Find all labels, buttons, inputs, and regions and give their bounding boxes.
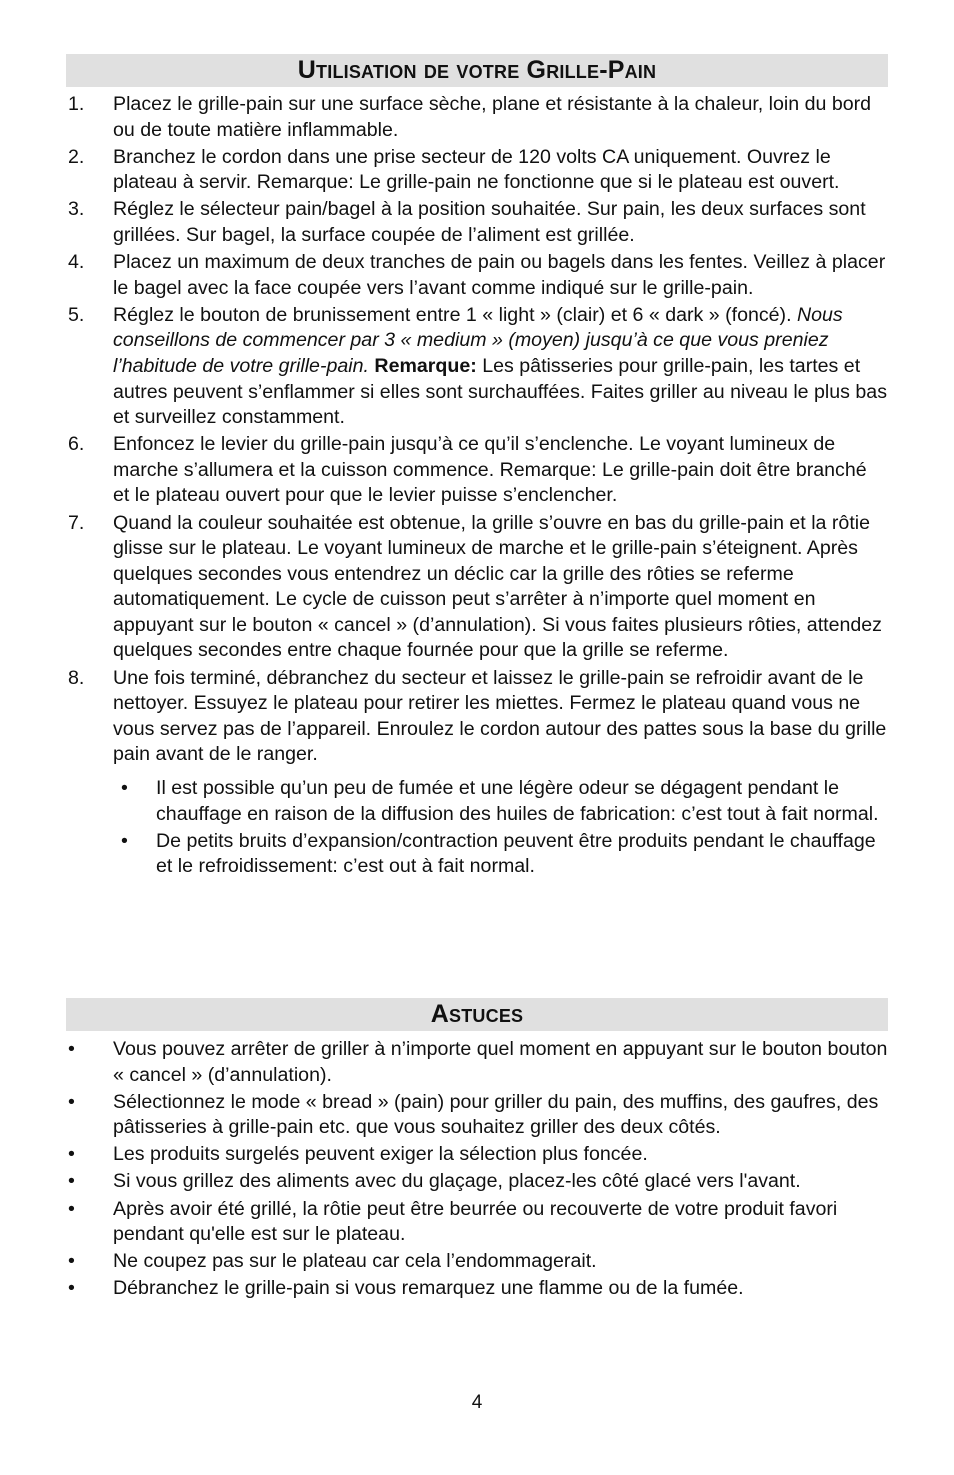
sub-bullet-text: Il est possible qu’un peu de fumée et une légère odeur se dégagent pendant le chauffage en raison de la diffusion des huiles de fabrication: c’est tout à fait normal. xyxy=(156,776,879,825)
tip-text: Ne coupez pas sur le plateau car cela l’endommagerait. xyxy=(113,1250,597,1273)
step-text-remark: Les pâtisseries pour grille-pain, les tartes et autres peuvent s’enflammer si elles sont surchauffées. Faites griller au niveau le plus bas et surveillez constamment. xyxy=(113,354,887,429)
sub-bullet-item xyxy=(66,776,888,827)
bullet-icon: • xyxy=(68,1277,75,1300)
step-number: 6. xyxy=(68,433,85,456)
step-text: Réglez le sélecteur pain/bagel à la position souhaitée. Sur pain, les deux surfaces sont grillées. Sur bagel, la surface coupée de l’aliment est grillée. xyxy=(113,198,866,246)
list-item xyxy=(66,92,888,143)
tip-text: Les produits surgelés peuvent exiger la sélection plus foncée. xyxy=(113,1143,648,1166)
tip-text: Débranchez le grille-pain si vous remarquez une flamme ou de la fumée. xyxy=(113,1277,744,1300)
step-number: 7. xyxy=(68,511,85,534)
list-item xyxy=(66,511,888,665)
list-item xyxy=(66,1090,888,1141)
step-text: Placez le grille-pain sur une surface sèche, plane et résistante à la chaleur, loin du bord ou de toute matière inflammable. xyxy=(113,93,872,141)
section-title-usage: Utilisation de votre Grille-Pain xyxy=(66,54,888,87)
list-item xyxy=(66,303,888,431)
list-item xyxy=(66,1276,888,1302)
step-number: 3. xyxy=(68,198,85,221)
bullet-icon: • xyxy=(68,1250,75,1273)
list-item xyxy=(66,432,888,509)
step-number: 8. xyxy=(68,666,85,689)
list-item xyxy=(66,666,888,768)
step-text: Enfoncez le levier du grille-pain jusqu’à ce qu’il s’enclenche. Le voyant lumineux de marche s’allumera et la cuisson commence. Remarque: Le grille-pain doit être branché et le plateau ouvert pour que le levier puisse s’enclencher. xyxy=(113,433,867,507)
section-title-tips: Astuces xyxy=(66,998,888,1031)
list-item xyxy=(66,250,888,301)
remark-label: Remarque: xyxy=(374,354,477,377)
steps-list xyxy=(66,92,888,881)
page-number: 4 xyxy=(471,1392,483,1413)
step-number: 4. xyxy=(68,251,85,274)
step-text: Une fois terminé, débranchez du secteur et laissez le grille-pain se refroidir avant de le nettoyer. Essuyez le plateau pour retirer les miettes. Fermez le plateau quand vous ne vous servez pas de l’appareil. Enroulez le cordon autour des pattes sous la base du grille pain avant de le ranger. xyxy=(113,666,887,766)
step-number: 2. xyxy=(68,145,85,168)
step-text: Réglez le bouton de brunissement entre 1 « light » (clair) et 6 « dark » (foncé). xyxy=(113,303,792,326)
sub-bullet-list xyxy=(66,776,888,880)
step-text: Branchez le cordon dans une prise secteur de 120 volts CA uniquement. Ouvrez le plateau à servir. Remarque: Le grille-pain ne fonctionne que si le plateau est ouvert. xyxy=(113,145,840,194)
bullet-icon: • xyxy=(68,1038,75,1060)
bullet-icon: • xyxy=(68,1090,75,1113)
list-item xyxy=(66,1169,888,1195)
tip-text: Vous pouvez arrêter de griller à n’importe quel moment en appuyant sur le bouton bouton « cancel » (d’annulation). xyxy=(113,1038,888,1086)
list-item xyxy=(66,145,888,196)
list-item xyxy=(66,1037,888,1088)
list-item xyxy=(66,1142,888,1168)
bullet-icon: • xyxy=(68,1143,75,1166)
list-item xyxy=(66,1249,888,1275)
step-number: 5. xyxy=(68,303,85,326)
tip-text: Sélectionnez le mode « bread » (pain) pour griller du pain, des muffins, des gaufres, des pâtisseries à grille-pain etc. que vous souhaitez griller des deux côtés. xyxy=(113,1090,879,1139)
bullet-icon: • xyxy=(68,1197,75,1220)
step-text: Quand la couleur souhaitée est obtenue, la grille s’ouvre en bas du grille-pain et la rôtie glisse sur le plateau. Le voyant lumineux de marche et le grille-pain s’éteignent. Après quelques secondes vous entendrez un déclic car la grille des rôties se referme automatiquement. Le cycle de cuisson peut s’arrêter à n’importe quel moment en appuyant sur le bouton « cancel » (d’annulation). Si vous faites plusieurs rôties, attendez quelques secondes entre chaque fournée pour que la grille se referme. xyxy=(113,511,882,662)
list-item xyxy=(66,1197,888,1248)
bullet-icon: • xyxy=(68,1170,75,1193)
tip-text: Après avoir été grillé, la rôtie peut être beurrée ou recouverte de votre produit favori pendant qu'elle est sur le plateau. xyxy=(113,1197,838,1246)
sub-bullet-item xyxy=(66,829,888,880)
bullet-icon: • xyxy=(121,776,128,799)
step-text: Placez un maximum de deux tranches de pain ou bagels dans les fentes. Veillez à placer le bagel avec la face coupée vers l’avant comme indiqué sur le grille-pain. xyxy=(113,251,886,299)
tip-text: Si vous grillez des aliments avec du glaçage, placez-les côté glacé vers l'avant. xyxy=(113,1170,801,1193)
tips-list xyxy=(66,1037,888,1303)
bullet-icon: • xyxy=(121,829,128,852)
step-number: 1. xyxy=(68,93,85,115)
sub-bullet-text: De petits bruits d’expansion/contraction peuvent être produits pendant le chauffage et le refroidissement: c’est out à fait normal. xyxy=(156,829,876,878)
list-item xyxy=(66,197,888,248)
step-tip-italic: Nous conseillons de commencer par 3 « medium » (moyen) jusqu’à ce que vous preniez l’habitude de votre grille-pain. xyxy=(113,303,843,377)
